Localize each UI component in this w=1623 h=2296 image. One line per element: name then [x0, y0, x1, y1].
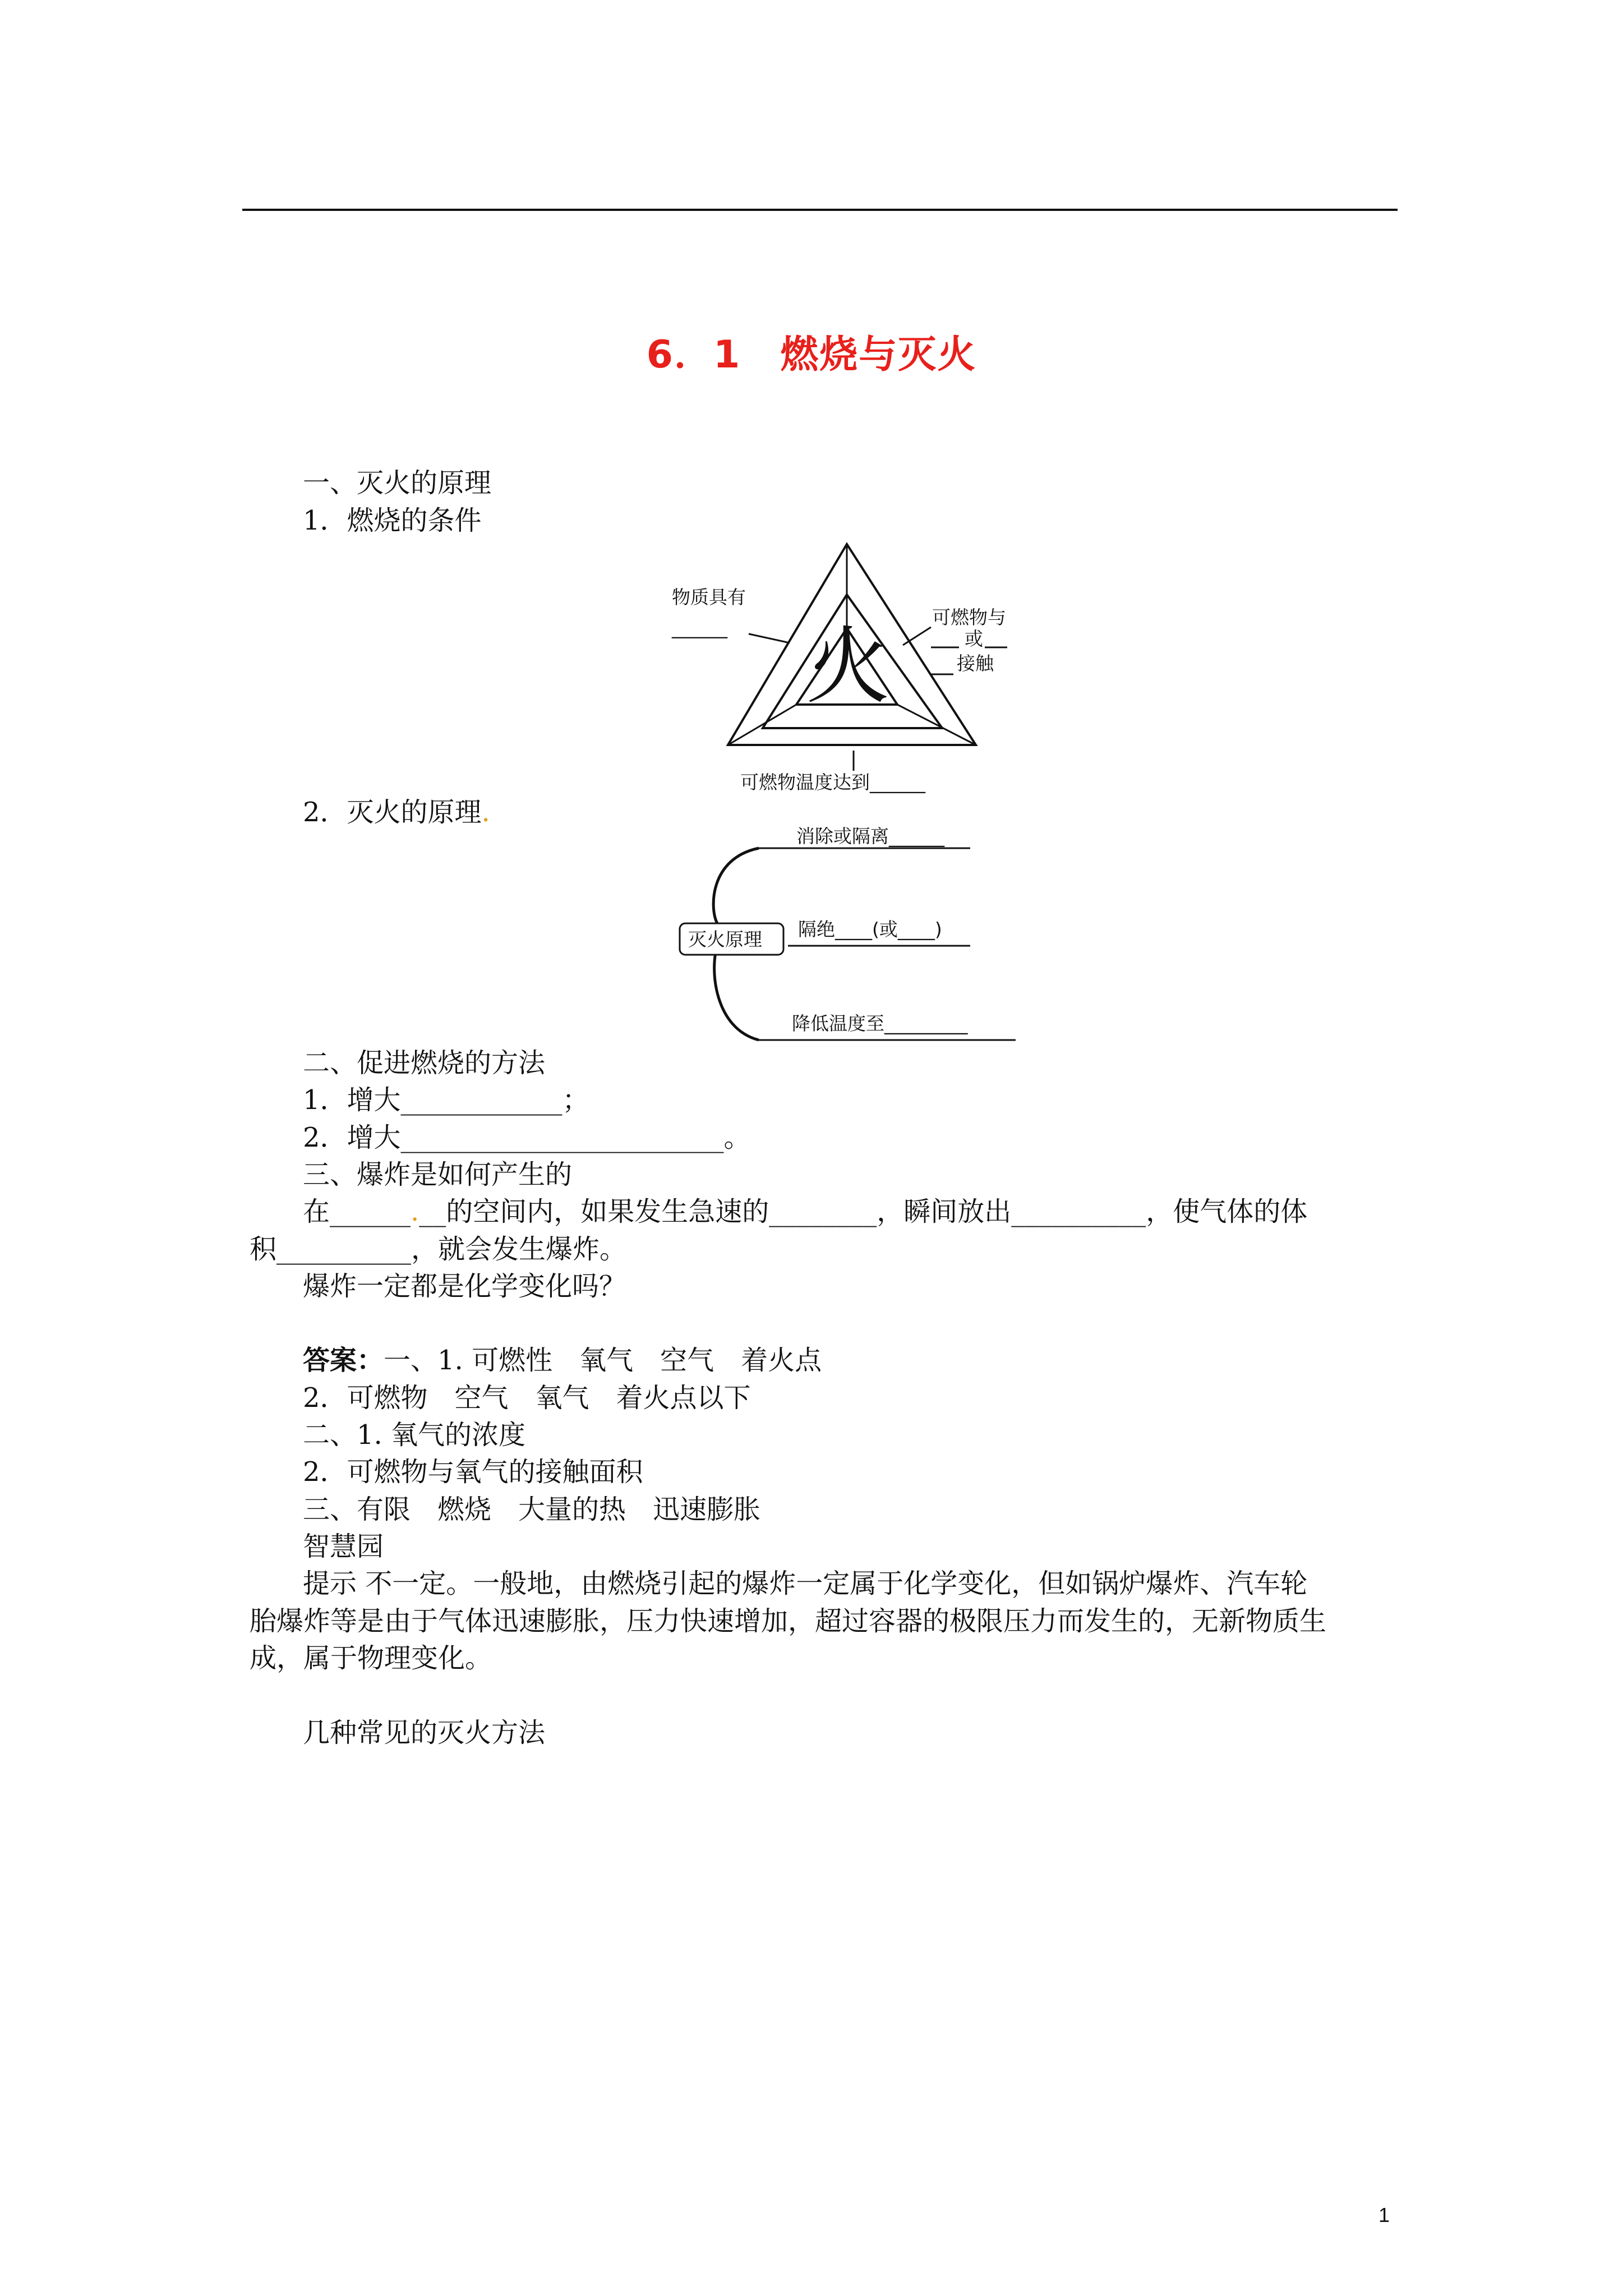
section-2-item-2: 2．增大________________________。	[303, 1122, 751, 1153]
principle-center-label: 灭火原理	[688, 928, 762, 950]
answers-line-4: 2．可燃物与氧气的接触面积	[303, 1456, 643, 1488]
triangle-left-label: 物质具有	[672, 586, 746, 608]
principle-branch-1: 消除或隔离______	[796, 825, 944, 847]
principle-branch-3: 降低温度至_________	[792, 1013, 968, 1034]
section-2-heading: 二、促进燃烧的方法	[303, 1047, 546, 1079]
triangle-right-label-2: 或	[965, 628, 983, 650]
hint-line-3: 成，属于物理变化。	[250, 1642, 492, 1674]
section-1-item-2: 2．灭火的原理.	[303, 797, 490, 828]
section-3-question: 爆炸一定都是化学变化吗？	[303, 1271, 626, 1302]
section-1-heading: 一、灭火的原理	[303, 467, 492, 499]
answers-line-1: 答案：一、1. 可燃性 氧气 空气 着火点	[303, 1345, 822, 1376]
hint-line-1: 提示 不一定。一般地，由燃烧引起的爆炸一定属于化学变化，但如锅炉爆炸、汽车轮	[303, 1568, 1308, 1599]
answers-line-2: 2．可燃物 空气 氧气 着火点以下	[303, 1382, 751, 1414]
answers-line-6: 智慧园	[303, 1531, 384, 1562]
answers-line-5: 三、有限 燃烧 大量的热 迅速膨胀	[303, 1494, 761, 1525]
section-3-heading: 三、爆炸是如何产生的	[303, 1159, 573, 1190]
section-3-paragraph-line-1: 在______.__的空间内，如果发生急速的________，瞬间放出__________，使气体的体	[303, 1196, 1308, 1227]
section-3-paragraph-line-2: 积__________，就会发生爆炸。	[250, 1234, 627, 1265]
answers-line-3: 二、1. 氧气的浓度	[303, 1419, 526, 1451]
page-number: 1	[1378, 2203, 1390, 2226]
principle-branch-2: 隔绝____(或____)	[798, 918, 942, 940]
extinguish-principle-diagram	[676, 825, 1023, 1049]
triangle-left-blank: ______	[672, 616, 727, 638]
fire-glyph-icon: 火	[805, 618, 891, 716]
triangle-right-label-1: 可燃物与	[932, 606, 1006, 628]
hint-line-2: 胎爆炸等是由于气体迅速膨胀，压力快速增加，超过容器的极限压力而发生的，无新物质生	[250, 1605, 1327, 1637]
section-1-item-1: 1．燃烧的条件	[303, 505, 482, 536]
section-2-item-1: 1．增大____________；	[303, 1084, 589, 1116]
footer-heading: 几种常见的灭火方法	[303, 1717, 546, 1749]
triangle-right-label-3: 接触	[957, 652, 994, 674]
header-rule	[242, 209, 1398, 211]
combustion-triangle-diagram	[667, 533, 1026, 802]
triangle-bottom-label: 可燃物温度达到______	[740, 771, 925, 793]
page-title: 6．1 燃烧与灭火	[646, 333, 977, 377]
answers-label: 答案：	[303, 1345, 384, 1376]
